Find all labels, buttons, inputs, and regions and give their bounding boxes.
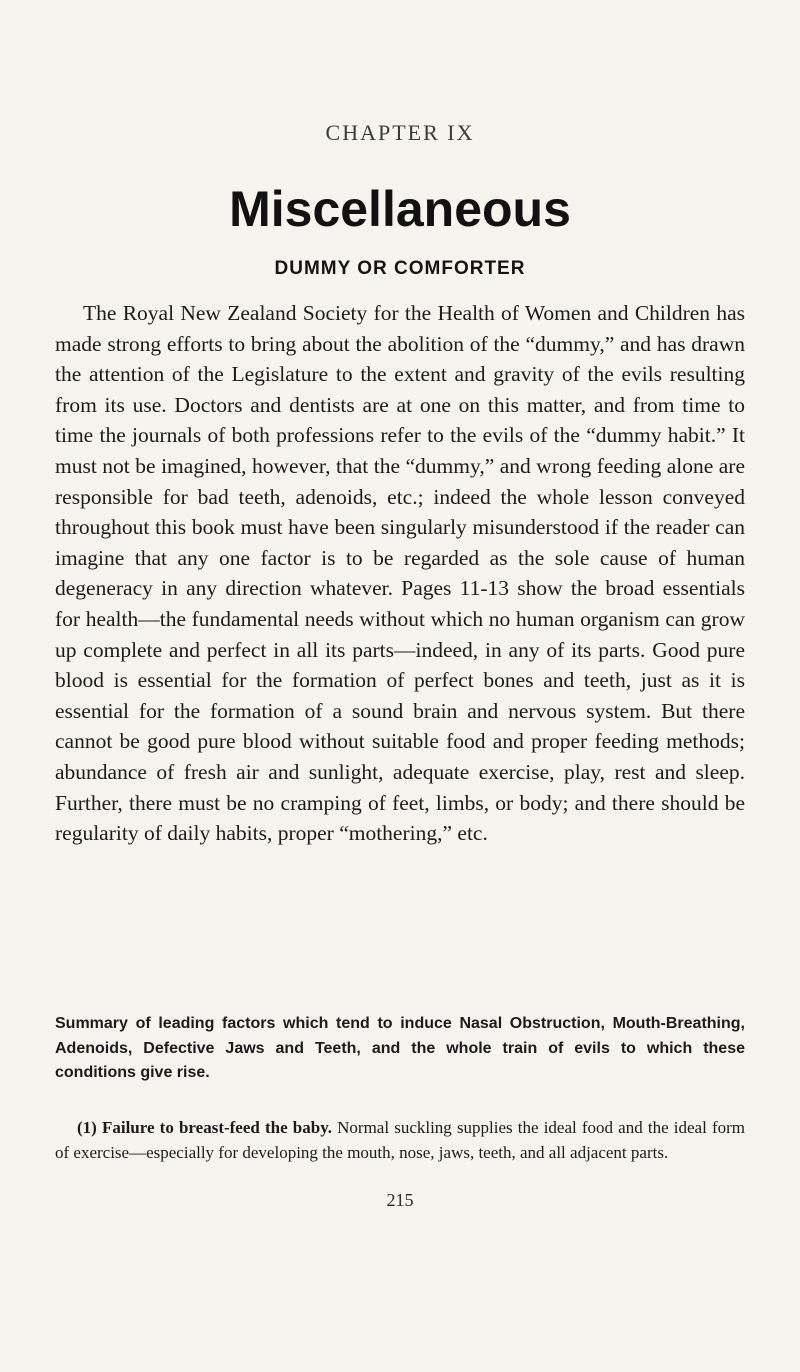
chapter-label: CHAPTER IX xyxy=(325,120,475,145)
summary-heading: Summary of leading factors which tend to induce Nasal Obstruction, Mouth-Breathing, Adenoids, Defective Jaws and Teeth, and the whole train of evils to which these conditions give rise. xyxy=(55,1015,745,1081)
summary-item-text: Normal suckling supplies the ideal food and the ideal form of exercise—especially for developing the mouth, nose, jaws, teeth, and all adjacent parts. xyxy=(55,1118,745,1162)
summary-item-lead: (1) Failure to breast-feed the baby. xyxy=(77,1118,332,1137)
section-heading: DUMMY OR COMFORTER xyxy=(274,258,526,279)
book-page xyxy=(55,0,745,1372)
chapter-title: Miscellaneous xyxy=(229,181,571,237)
page-number: 215 xyxy=(386,1190,414,1210)
summary-item xyxy=(55,1116,745,1165)
body-paragraph: The Royal New Zealand Society for the Health of Women and Children has made strong efforts to bring about the abolition of the “dummy,” and has drawn the attention of the Legislature to the extent and gravity of the evils resulting from its use. Doctors and dentists are at one on this matter, and from time to time the journals of both professions refer to the evils of the “dummy habit.” It must not be imagined, however, that the “dummy,” and wrong feeding alone are responsible for bad teeth, adenoids, etc.; indeed the whole lesson conveyed throughout this book must have been singularly misunderstood if the reader can imagine that any one factor is to be regarded as the sole cause of human degeneracy in any direction whatever. Pages 11-13 show the broad essentials for health—the fundamental needs without which no human organism can grow up complete and perfect in all its parts—indeed, in any of its parts. Good pure blood is essential for the formation of perfect bones and teeth, just as it is essential for the formation of a sound brain and nervous system. But there cannot be good pure blood without suitable food and proper feeding methods; abundance of fresh air and sunlight, adequate exercise, play, rest and sleep. Further, there must be no cramping of feet, limbs, or body; and there should be regularity of daily habits, proper “mothering,” etc. xyxy=(55,301,745,846)
